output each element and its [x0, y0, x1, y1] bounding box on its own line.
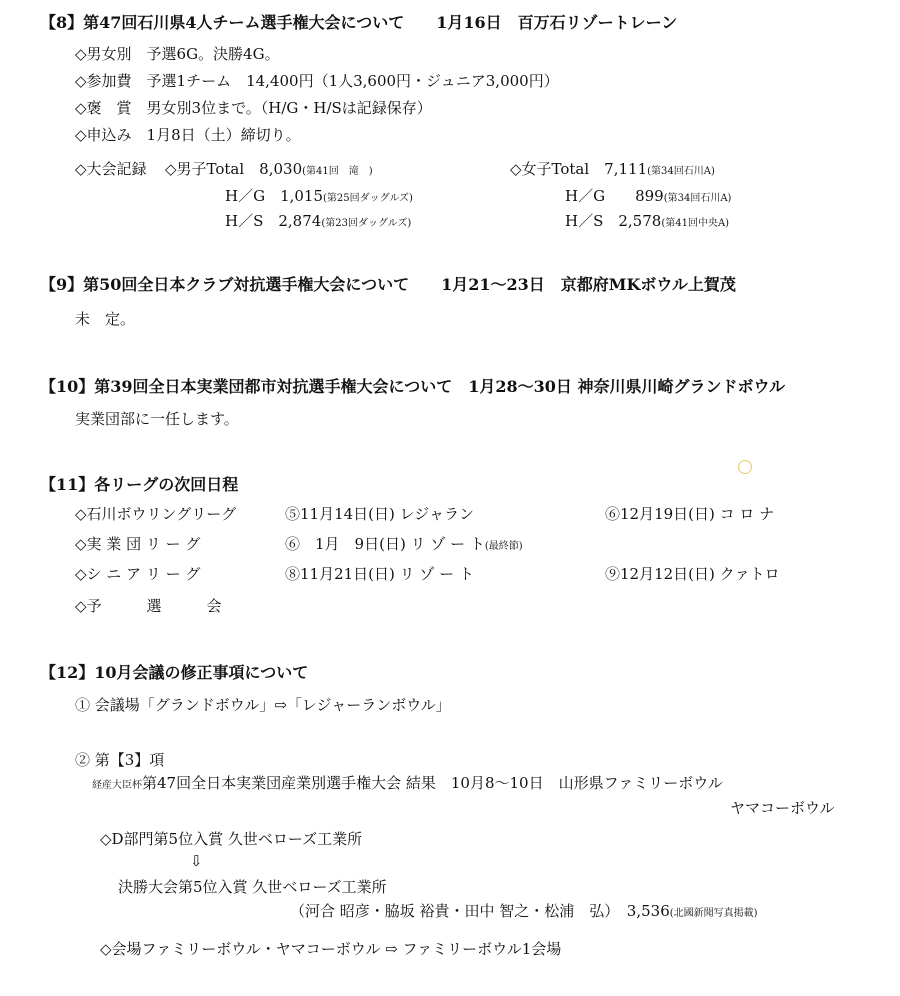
league-row-next-date: ⑥ 1月 9日(日) リ ゾ ー ト [285, 535, 485, 553]
down-arrow-icon: ⇩ [190, 852, 203, 870]
stain-mark [738, 460, 752, 474]
male-total-note: (第41回 滝 ) [302, 166, 373, 177]
s12-members [290, 900, 758, 921]
female-hg-note: (第34回石川A) [663, 193, 732, 204]
female-hg-value: H／G 899 [565, 187, 664, 205]
s12-venue-line: ◇会場ファミリーボウル・ヤマコーボウル ⇨ ファミリーボウル1会場 [100, 940, 562, 958]
section-10-header: 【10】第39回全日本実業団都市対抗選手権大会について 1月28～30日 神奈川県川崎グランドボウル [40, 377, 785, 396]
male-hs-note: (第23回ダッグルズ) [321, 218, 412, 229]
members-note: (北國新聞写真掲載) [669, 908, 758, 919]
male-hs-value: H／S 2,874 [225, 212, 322, 230]
league-row-name: ◇予 選 会 [75, 597, 222, 615]
male-total-value: ◇男子Total 8,030 [165, 160, 303, 178]
league-row-after: ⑥12月19日(日) コ ロ ナ [605, 505, 775, 523]
members-text: （河合 昭彦・脇坂 裕貴・田中 智之・松浦 弘） 3,536 [290, 902, 670, 920]
league-row-next [285, 533, 523, 554]
record-label: ◇大会記録 [75, 160, 147, 178]
female-hs-note: (第41回中央A) [661, 218, 730, 229]
s12-d-line: ◇D部門第5位入賞 久世ベローズ工業所 [100, 830, 363, 848]
male-hg-record [225, 185, 413, 206]
s12-venue-2: ヤマコーボウル [730, 799, 835, 817]
league-row-next: ⑧11月21日(日) リ ゾ ー ト [285, 565, 474, 583]
female-hg-record [565, 185, 731, 206]
league-row-note: (最終節) [484, 541, 523, 552]
league-row-name: ◇シ ニ ア リ ー グ [75, 565, 201, 583]
s8-line-2: ◇参加費 予選1チーム 14,400円（1人3,600円・ジュニア3,000円） [75, 72, 559, 90]
s12-event-line [92, 772, 723, 793]
s12-item-1: ① 会議場「グランドボウル」⇨「レジャーランボウル」 [75, 696, 451, 714]
s12-final-line: 決勝大会第5位入賞 久世ベローズ工業所 [118, 878, 387, 896]
section-8-header: 【8】第47回石川県4人チーム選手権大会について 1月16日 百万石リゾートレーン [40, 13, 678, 32]
male-hg-note: (第25回ダッグルズ) [323, 193, 413, 204]
male-hs-record [225, 210, 411, 231]
league-row-after: ⑨12月12日(日) クァトロ [605, 565, 780, 583]
female-total-record [510, 158, 715, 179]
league-row-name: ◇実 業 団 リ ー グ [75, 535, 201, 553]
section-11-header: 【11】各リーグの次回日程 [40, 475, 239, 494]
event-title: 第47回全日本実業団産業別選手権大会 結果 10月8～10日 山形県ファミリーボウル [142, 774, 723, 792]
section-12-header: 【12】10月会議の修正事項について [40, 663, 309, 682]
female-hs-record [565, 210, 729, 231]
s10-body: 実業団部に一任します。 [75, 410, 239, 428]
s8-line-1: ◇男女別 予選6G。決勝4G。 [75, 45, 280, 63]
s8-line-4: ◇申込み 1月8日（土）締切り。 [75, 126, 301, 144]
female-hs-value: H／S 2,578 [565, 212, 662, 230]
league-row-name: ◇石川ボウリングリーグ [75, 505, 237, 523]
s8-line-3: ◇褒 賞 男女別3位まで。（H/G・H/Sは記録保存） [75, 99, 432, 117]
section-9-header: 【9】第50回全日本クラブ対抗選手権大会について 1月21～23日 京都府MKボウル上賀茂 [40, 275, 736, 294]
event-prefix: 経産大臣杯 [92, 780, 142, 791]
s12-item-2: ② 第【3】項 [75, 751, 165, 769]
league-row-next: ⑤11月14日(日) レジャラン [285, 505, 474, 523]
female-total-note: (第34回石川A) [647, 166, 715, 177]
male-total-record [165, 158, 373, 179]
male-hg-value: H／G 1,015 [225, 187, 324, 205]
s9-body: 未 定。 [75, 310, 136, 328]
female-total-value: ◇女子Total 7,111 [510, 160, 648, 178]
